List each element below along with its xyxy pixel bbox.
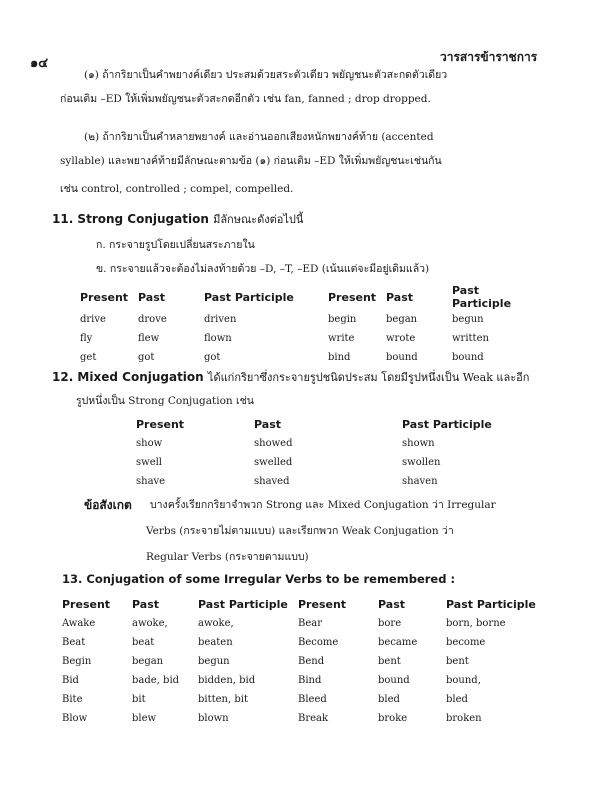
verb-cell: became (378, 637, 418, 648)
section-12-title: 12. Mixed Conjugation (52, 370, 204, 384)
section-13-table (62, 594, 546, 728)
rule-2-line-1: (๒) ถ้ากริยาเป็นคำหลายพยางค์ และอ่านออกเสียงหนักพยางค์ท้าย (accented (84, 131, 434, 143)
verb-cell: bound (452, 352, 484, 363)
verb-cell: bound (386, 352, 418, 363)
col-present: Present (298, 597, 347, 611)
col-past: Past (138, 290, 165, 304)
table-header-row (62, 594, 546, 614)
verb-cell: born, borne (446, 618, 506, 629)
col-present: Present (62, 597, 111, 611)
verb-cell: showed (254, 438, 293, 449)
verb-cell: drove (138, 314, 167, 325)
verb-cell: broken (446, 713, 482, 724)
verb-cell: got (138, 352, 155, 363)
verb-cell: Bind (298, 675, 322, 686)
col-past-participle: Past Participle (446, 597, 536, 611)
verb-cell: bind (328, 352, 351, 363)
col-past: Past (386, 290, 413, 304)
verb-cell: Begin (62, 656, 92, 667)
table-row (80, 348, 540, 367)
verb-cell: begun (198, 656, 230, 667)
section-13-heading: 13. Conjugation of some Irregular Verbs to be remembered : (62, 572, 456, 586)
verb-cell: blown (198, 713, 229, 724)
verb-cell: began (132, 656, 164, 667)
note-line-1: บางครั้งเรียกกริยาจำพวก Strong และ Mixed Conjugation ว่า Irregular (150, 499, 496, 511)
verb-cell: bent (378, 656, 401, 667)
rule-2-line-2: syllable) และพยางค์ท้ายมีลักษณะตามข้อ (๑) ก่อนเติม –ED ให้เพิ่มพยัญชนะเช่นกัน (60, 155, 442, 167)
verb-cell: shaved (254, 476, 290, 487)
verb-cell: bade, bid (132, 675, 180, 686)
section-11-table (80, 284, 540, 367)
verb-cell: got (204, 352, 221, 363)
verb-cell: wrote (386, 333, 416, 344)
section-12-line-2: รูปหนึ่งเป็น Strong Conjugation เช่น (76, 395, 254, 407)
table-row (80, 310, 540, 329)
table-row (62, 671, 546, 690)
verb-cell: write (328, 333, 355, 344)
running-header: วารสารข้าราชการ (440, 50, 538, 64)
verb-cell: bent (446, 656, 469, 667)
verb-cell: awoke, (198, 618, 234, 629)
note-line-3: Regular Verbs (กระจายตามแบบ) (146, 551, 309, 563)
verb-cell: Bear (298, 618, 323, 629)
col-past: Past (254, 417, 281, 431)
table-row (136, 472, 496, 491)
verb-cell: swell (136, 457, 163, 468)
verb-cell: bound, (446, 675, 481, 686)
verb-cell: Blow (62, 713, 88, 724)
verb-cell: bore (378, 618, 402, 629)
verb-cell: drive (80, 314, 106, 325)
table-row (62, 633, 546, 652)
verb-cell: written (452, 333, 489, 344)
table-row (62, 709, 546, 728)
verb-cell: beaten (198, 637, 233, 648)
verb-cell: Beat (62, 637, 86, 648)
verb-cell: become (446, 637, 486, 648)
table-row (62, 652, 546, 671)
verb-cell: beat (132, 637, 155, 648)
section-12-heading (52, 368, 529, 386)
section-11-item-a: ก. กระจายรูปโดยเปลี่ยนสระภายใน (96, 239, 255, 251)
table-header-row (136, 414, 496, 434)
col-present: Present (80, 290, 129, 304)
verb-cell: driven (204, 314, 237, 325)
col-past-participle: Past Participle (402, 417, 492, 431)
verb-cell: began (386, 314, 418, 325)
section-11-title: 11. Strong Conjugation (52, 212, 209, 226)
note-label: ข้อสังเกต (84, 498, 132, 512)
table-row (80, 329, 540, 348)
verb-cell: Bid (62, 675, 79, 686)
rule-1-line-2: ก่อนเติม –ED ให้เพิ่มพยัญชนะตัวสะกดอีกตัว เช่น fan, fanned ; drop dropped. (60, 93, 431, 105)
note-line-2: Verbs (กระจายไม่ตามแบบ) และเรียกพวก Weak Conjugation ว่า (146, 525, 454, 537)
verb-cell: Bleed (298, 694, 327, 705)
section-12-table (136, 414, 496, 491)
section-11-heading (52, 210, 303, 228)
col-past-participle: Past Participle (198, 597, 288, 611)
verb-cell: fly (80, 333, 93, 344)
verb-cell: bled (378, 694, 400, 705)
verb-cell: Bite (62, 694, 83, 705)
verb-cell: bit (132, 694, 146, 705)
verb-cell: begin (328, 314, 357, 325)
col-present: Present (136, 417, 185, 431)
verb-cell: broke (378, 713, 408, 724)
verb-cell: shave (136, 476, 166, 487)
verb-cell: Break (298, 713, 329, 724)
verb-cell: flown (204, 333, 232, 344)
verb-cell: awoke, (132, 618, 168, 629)
verb-cell: bled (446, 694, 468, 705)
verb-cell: Become (298, 637, 339, 648)
section-11-title-thai: มีลักษณะดังต่อไปนี้ (213, 213, 304, 226)
col-past-participle: Past Participle (452, 284, 512, 310)
table-row (136, 434, 496, 453)
verb-cell: bound (378, 675, 410, 686)
verb-cell: shaven (402, 476, 438, 487)
table-header-row (80, 284, 540, 310)
col-past: Past (378, 597, 405, 611)
verb-cell: swelled (254, 457, 293, 468)
rule-1-line-1: (๑) ถ้ากริยาเป็นคำพยางค์เดียว ประสมด้วยสระตัวเดียว พยัญชนะตัวสะกดตัวเดียว (84, 69, 448, 81)
table-row (62, 614, 546, 633)
verb-cell: Bend (298, 656, 325, 667)
col-past-participle: Past Participle (204, 290, 294, 304)
verb-cell: flew (138, 333, 160, 344)
verb-cell: blew (132, 713, 157, 724)
col-past: Past (132, 597, 159, 611)
verb-cell: shown (402, 438, 435, 449)
table-row (136, 453, 496, 472)
table-row (62, 690, 546, 709)
verb-cell: show (136, 438, 163, 449)
page-number: ๑๔ (30, 56, 49, 71)
col-present: Present (328, 290, 377, 304)
verb-cell: swollen (402, 457, 441, 468)
verb-cell: bitten, bit (198, 694, 248, 705)
section-12-title-thai: ได้แก่กริยาซึ่งกระจายรูปชนิดประสม โดยมีรูปหนึ่งเป็น Weak และอีก (207, 371, 530, 384)
verb-cell: Awake (62, 618, 96, 629)
verb-cell: get (80, 352, 97, 363)
section-11-item-b: ข. กระจายแล้วจะต้องไม่ลงท้ายด้วย –D, –T, –ED (เน้นแต่จะมีอยู่เดิมแล้ว) (96, 263, 430, 275)
verb-cell: bidden, bid (198, 675, 256, 686)
rule-2-line-3: เช่น control, controlled ; compel, compelled. (60, 183, 294, 195)
verb-cell: begun (452, 314, 484, 325)
